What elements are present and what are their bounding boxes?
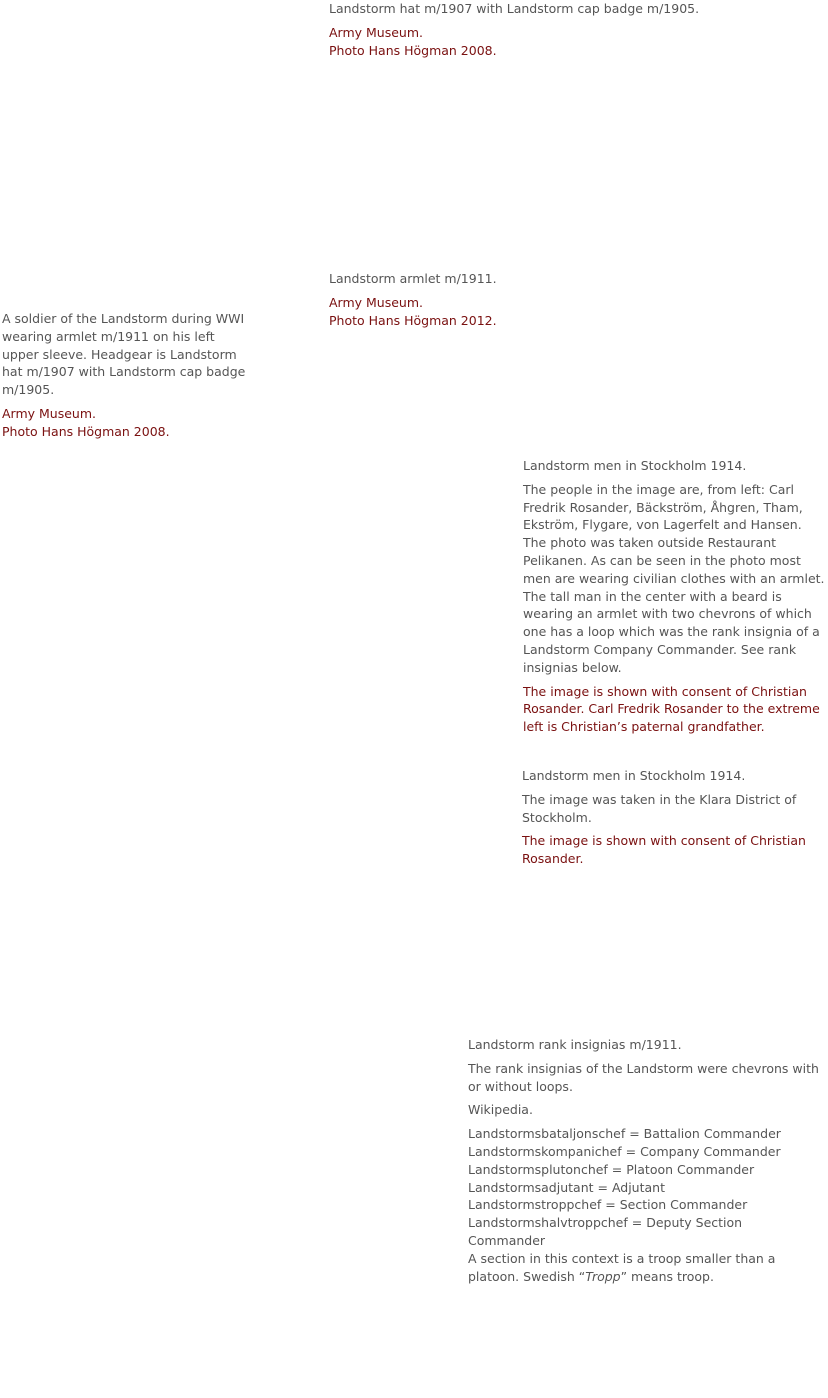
caption-landstorm-soldier (2, 310, 252, 447)
rank-item: Landstormsbataljonschef = Battalion Commander (468, 1126, 781, 1142)
caption-title: Landstorm hat m/1907 with Landstorm cap badge m/1905. (329, 1, 700, 16)
rank-item: Landstormshalvtroppchef = Deputy Section Commander (468, 1215, 743, 1248)
rank-item: Landstormsplutonchef = Platoon Commander (468, 1161, 755, 1177)
caption-paragraph: The rank insignias of the Landstorm were chevrons with or without loops. (468, 1060, 819, 1094)
photo-credit (329, 294, 749, 330)
credit-museum: Army Museum. (2, 405, 97, 421)
caption-title: Landstorm armlet m/1911. (329, 271, 497, 286)
caption-title: Landstorm men in Stockholm 1914. (522, 768, 746, 783)
credit-photographer: Photo Hans Högman 2008. (2, 423, 170, 439)
caption-title: Landstorm rank insignias m/1911. (468, 1037, 682, 1052)
photo-credit (329, 24, 749, 60)
caption-paragraph: The people in the image are, from left: Carl Fredrik Rosander, Bäckström, Åhgren, Tham, Ekström, Flygare, von Lagerfelt and Hansen. The photo was taken outside Restaurant Pelikanen. As can be seen in the photo most men are wearing civilian clothes with an armlet. (523, 481, 825, 586)
credit-photographer: Photo Hans Högman 2012. (329, 312, 497, 328)
caption-text: A soldier of the Landstorm during WWI wearing armlet m/1911 on his left upper sleeve. Headgear is Landstorm hat m/1907 with Landstorm cap badge m/1905. (2, 311, 246, 398)
caption-source: Wikipedia. (468, 1102, 533, 1118)
rank-item: Landstormsadjutant = Adjutant (468, 1179, 665, 1195)
rank-note (468, 1251, 775, 1284)
caption-paragraph: The image was taken in the Klara District of Stockholm. (522, 791, 797, 825)
photo-credit (2, 405, 252, 441)
credit-photographer: Photo Hans Högman 2008. (329, 42, 497, 58)
rank-item: Landstormstroppchef = Section Commander (468, 1197, 748, 1213)
rank-note-text: ” means troop. (620, 1268, 714, 1284)
rank-item: Landstormskompanichef = Company Commander (468, 1143, 781, 1159)
caption-description (523, 481, 828, 677)
rank-list (468, 1125, 820, 1285)
caption-stockholm-1914-klara (522, 767, 822, 874)
caption-paragraph: The tall man in the center with a beard is wearing an armlet with two chevrons of which one has a loop which was the rank insignia of a Landstorm Company Commander. See rank insignias below. (523, 588, 820, 675)
caption-landstorm-armlet (329, 270, 749, 335)
rank-note-term: Tropp (585, 1268, 621, 1284)
credit-museum: Army Museum. (329, 294, 424, 310)
credit-museum: Army Museum. (329, 24, 424, 40)
caption-landstorm-hat (329, 0, 749, 65)
consent-note: The image is shown with consent of Christian Rosander. (522, 833, 806, 867)
caption-stockholm-1914-group (523, 457, 828, 742)
consent-note: The image is shown with consent of Christian Rosander. Carl Fredrik Rosander to the extreme left is Christian’s paternal grandfather. (523, 683, 820, 735)
caption-title: Landstorm men in Stockholm 1914. (523, 458, 747, 473)
caption-rank-insignias (468, 1036, 820, 1291)
rank-note-text: A section in this context is a troop smaller than a platoon. Swedish “ (468, 1250, 776, 1284)
